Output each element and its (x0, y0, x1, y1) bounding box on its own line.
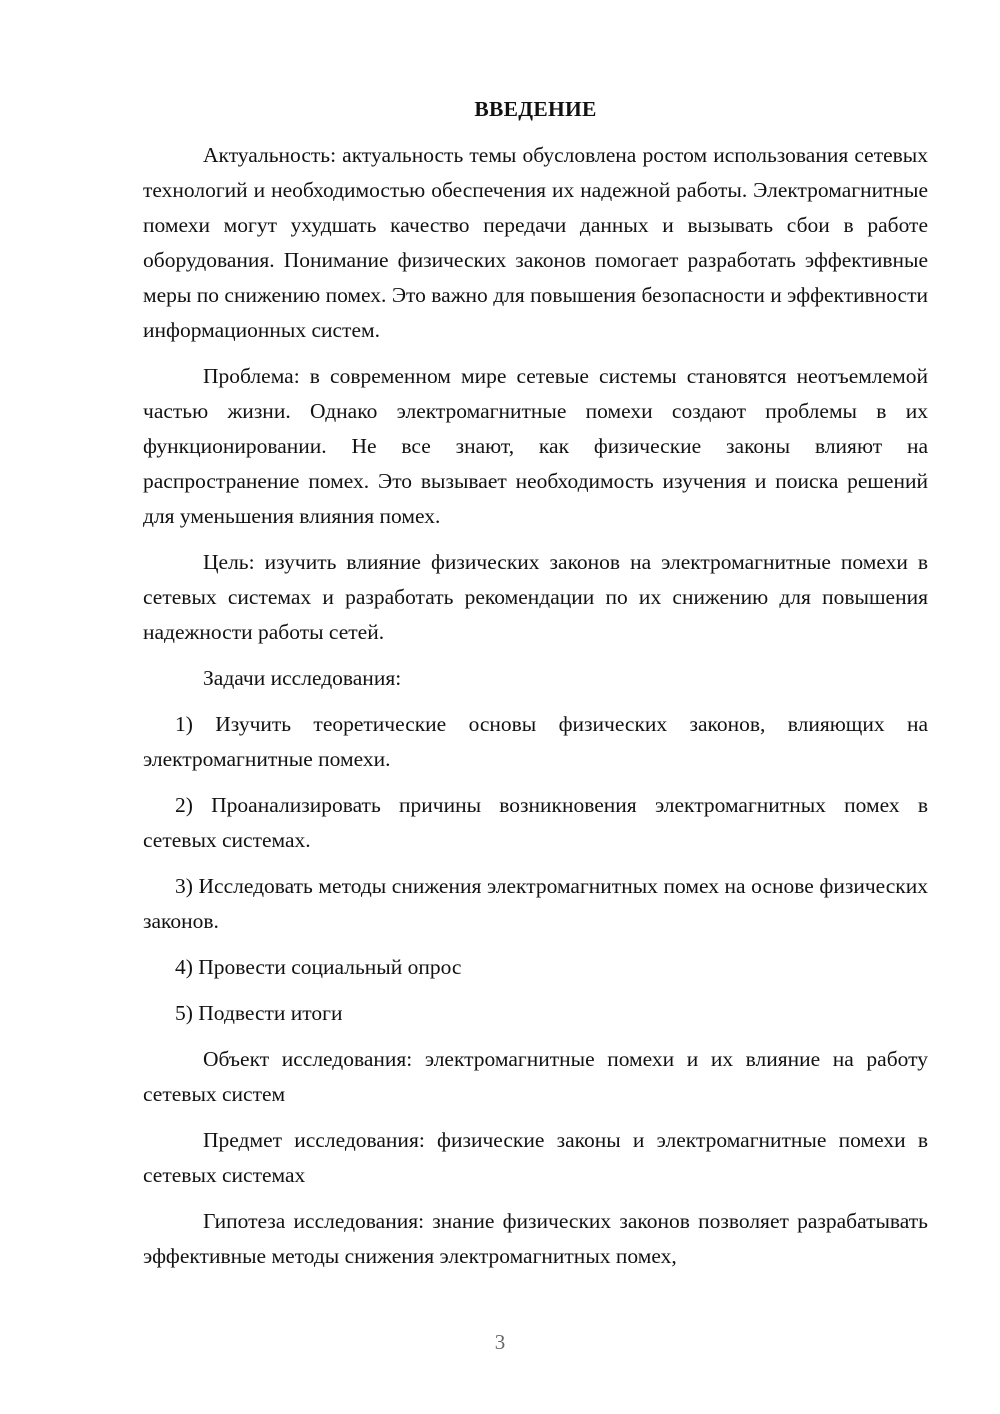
document-page (143, 92, 928, 1285)
paragraph-tasks-heading: Задачи исследования: (203, 666, 402, 690)
paragraph-relevance: Актуальность: актуальность темы обусловлена ростом использования сетевых технологий и необходимостью обеспечения их надежной работы. Электромагнитные помехи могут ухудшать качество передачи данных и вызывать сбои в работе оборудования. Понимание физических законов помогает разработать эффективные меры по снижению помех. Это важно для повышения безопасности и эффективности информационных систем. (143, 143, 928, 342)
paragraph-goal: Цель: изучить влияние физических законов на электромагнитные помехи в сетевых системах и разработать рекомендации по их снижению для повышения надежности работы сетей. (143, 550, 928, 644)
task-item: 3) Исследовать методы снижения электромагнитных помех на основе физических законов. (143, 874, 928, 933)
paragraph-subject: Предмет исследования: физические законы и электромагнитные помехи в сетевых системах (143, 1128, 928, 1187)
task-item: 2) Проанализировать причины возникновения электромагнитных помех в сетевых системах. (143, 793, 928, 852)
task-item: 4) Провести социальный опрос (175, 955, 462, 979)
task-item: 1) Изучить теоретические основы физических законов, влияющих на электромагнитные помехи. (143, 712, 928, 771)
paragraph-object: Объект исследования: электромагнитные помехи и их влияние на работу сетевых систем (143, 1047, 928, 1106)
paragraph-hypothesis: Гипотеза исследования: знание физических законов позволяет разрабатывать эффективные методы снижения электромагнитных помех, (143, 1209, 928, 1268)
section-title: ВВЕДЕНИЕ (474, 97, 597, 121)
page-number: 3 (494, 1330, 506, 1354)
task-item: 5) Подвести итоги (175, 1001, 343, 1025)
paragraph-problem: Проблема: в современном мире сетевые системы становятся неотъемлемой частью жизни. Однако электромагнитные помехи создают проблемы в их функционировании. Не все знают, как физические законы влияют на распространение помех. Это вызывает необходимость изучения и поиска решений для уменьшения влияния помех. (143, 364, 928, 528)
